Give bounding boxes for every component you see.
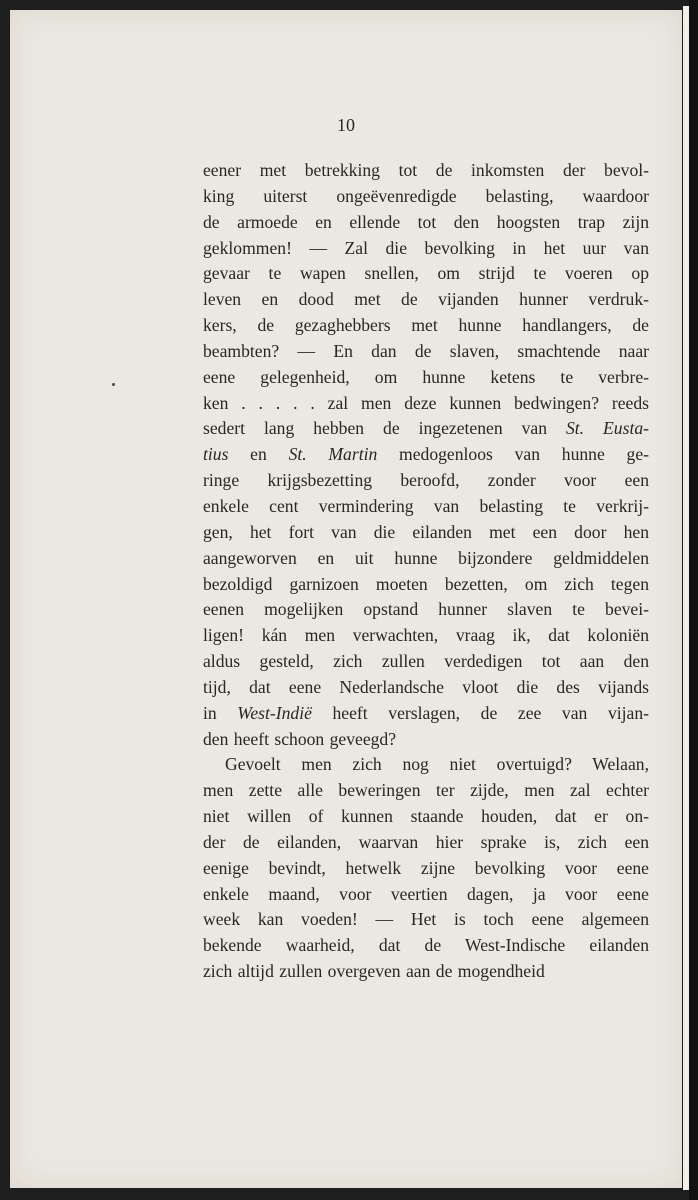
text-segment: ken . . . . . zal men deze kunnen bedwingen? reeds (203, 392, 649, 413)
paper-speck (112, 383, 115, 386)
text-line (203, 804, 649, 830)
book-page (10, 10, 682, 1188)
text-segment: bekende waarheid, dat de West-Indische eilanden (203, 935, 649, 956)
text-segment: beambten? — En dan de slaven, smachtende naar (203, 340, 649, 361)
text-line (203, 959, 649, 985)
text-line (203, 210, 649, 236)
text-line (203, 727, 649, 753)
text-segment: aldus gesteld, zich zullen verdedigen tot aan den (203, 651, 649, 672)
text-segment: gevaar te wapen snellen, om strijd te voeren op (203, 263, 649, 284)
text-line (203, 830, 649, 856)
text-segment: eenige bevindt, hetwelk zijne bevolking voor eene (203, 857, 649, 878)
text-segment: sedert lang hebben de ingezetenen van (203, 418, 566, 439)
text-segment: aangeworven en uit hunne bijzondere geldmiddelen (203, 547, 649, 568)
text-line (203, 882, 649, 908)
text-segment: Gevoelt men zich nog niet overtuigd? Welaan, (225, 754, 649, 775)
text-line (203, 468, 649, 494)
text-line (203, 546, 649, 572)
text-line (203, 236, 649, 262)
text-line (203, 416, 649, 442)
text-line (203, 701, 649, 727)
text-segment: eenen mogelijken opstand hunner slaven te bevei- (203, 599, 649, 620)
text-segment: heeft verslagen, de zee van vijan- (311, 702, 649, 723)
text-segment: enkele cent vermindering van belasting te verkrij- (203, 495, 649, 516)
text-line (203, 597, 649, 623)
text-segment: en (228, 444, 289, 465)
body-text (203, 158, 649, 985)
text-line (203, 752, 649, 778)
text-segment: medogenloos van hunne ge- (377, 444, 650, 465)
text-segment: enkele maand, voor veertien dagen, ja voor eene (203, 883, 649, 904)
text-segment: geklommen! — Zal die bevolking in het uur van (203, 237, 649, 258)
italic-text-segment: St. Eusta- (566, 418, 649, 439)
text-segment: bezoldigd garnizoen moeten bezetten, om zich tegen (203, 573, 649, 594)
text-segment: leven en dood met de vijanden hunner verdruk- (203, 289, 649, 310)
text-line (203, 287, 649, 313)
text-line (203, 675, 649, 701)
text-segment: den heeft schoon geveegd? (203, 728, 397, 749)
text-line (203, 572, 649, 598)
text-segment: zich altijd zullen overgeven aan de mogendheid (203, 961, 545, 982)
text-line (203, 442, 649, 468)
text-line (203, 158, 649, 184)
text-segment: tijd, dat eene Nederlandsche vloot die des vijands (203, 676, 649, 697)
text-segment: king uiterst ongeëvenredigde belasting, waardoor (203, 185, 649, 206)
italic-text-segment: St. Martin (288, 444, 378, 465)
text-segment: ringe krijgsbezetting beroofd, zonder voor een (203, 470, 649, 491)
text-line (203, 623, 649, 649)
text-line (203, 933, 649, 959)
text-segment: men zette alle beweringen ter zijde, men zal echter (203, 780, 649, 801)
text-line (203, 856, 649, 882)
text-line (203, 261, 649, 287)
italic-text-segment: West-Indië (237, 702, 312, 723)
text-line (203, 649, 649, 675)
text-segment: ligen! kán men verwachten, vraag ik, dat koloniën (203, 625, 649, 646)
text-segment: in (203, 702, 238, 723)
text-segment: gen, het fort van die eilanden met een door hen (203, 521, 649, 542)
text-line (203, 907, 649, 933)
text-line (203, 184, 649, 210)
text-segment: der de eilanden, waarvan hier sprake is, zich een (203, 831, 649, 852)
text-line (203, 365, 649, 391)
text-segment: week kan voeden! — Het is toch eene algemeen (203, 909, 649, 930)
text-segment: niet willen of kunnen staande houden, dat er on- (203, 806, 649, 827)
text-segment: eener met betrekking tot de inkomsten der bevol- (203, 160, 649, 180)
text-segment: kers, de gezaghebbers met hunne handlangers, de (203, 315, 649, 336)
italic-text-segment: tius (203, 444, 229, 465)
text-line (203, 391, 649, 417)
page-number: 10 (337, 115, 355, 135)
text-line (203, 778, 649, 804)
text-line (203, 494, 649, 520)
text-line (203, 339, 649, 365)
text-segment: de armoede en ellende tot den hoogsten trap zijn (203, 211, 649, 232)
text-segment: eene gelegenheid, om hunne ketens te verbre- (203, 366, 649, 387)
text-line (203, 520, 649, 546)
text-line (203, 313, 649, 339)
binding-shadow (689, 0, 698, 1200)
